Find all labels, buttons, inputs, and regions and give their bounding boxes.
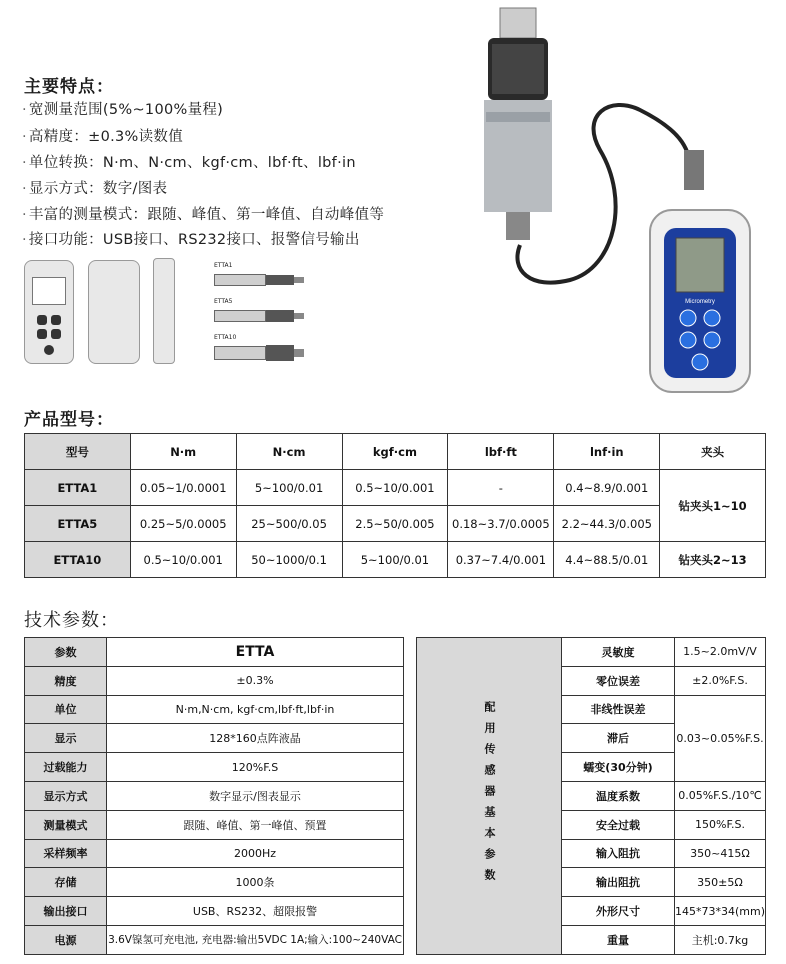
table-row: 外形尺寸 145*73*34(mm): [417, 897, 766, 926]
specs-title: 技术参数：: [24, 610, 119, 631]
table-row: ETTA5 0.25~5/0.0005 25~500/0.05 2.5~50/0.005 0.18~3.7/0.0005 2.2~44.3/0.005: [25, 506, 766, 542]
table-row: 输出接口 USB、RS232、超限报警: [25, 897, 404, 926]
sensor-table: [416, 637, 766, 955]
front-view-drawing: [24, 260, 74, 364]
feature-item: · 单位转换：N·m、N·cm、kgf·cm、lbf·ft、lbf·in: [22, 155, 356, 171]
table-row: ETTA1 0.05~1/0.0001 5~100/0.01 0.5~10/0.001 - 0.4~8.9/0.001 钻夹头1~10: [25, 470, 766, 506]
table-row: 滞后: [417, 724, 766, 753]
table-row: 非线性误差 0.03~0.05%F.S.: [417, 695, 766, 724]
etta5-drawing: ETTA5: [214, 298, 304, 326]
table-row: 显示方式 数字显示/图表显示: [25, 781, 404, 810]
table-row: 测量模式 跟随、峰值、第一峰值、预置: [25, 810, 404, 839]
chuck-jaw: [500, 8, 536, 38]
table-row: 单位 N·m,N·cm, kgf·cm,lbf·ft,lbf·in: [25, 695, 404, 724]
table-row: 输入阻抗 350~415Ω: [417, 839, 766, 868]
specs-table: [24, 637, 404, 955]
etta10-drawing: ETTA10: [214, 334, 304, 364]
table-row: 重量 主机:0.7kg: [417, 925, 766, 954]
feature-item: · 高精度：±0.3%读数值: [22, 129, 184, 145]
table-row: ETTA10 0.5~10/0.001 50~1000/0.1 5~100/0.01 0.37~7.4/0.001 4.4~88.5/0.01 钻夹头2~13: [25, 542, 766, 578]
models-title: 产品型号：: [24, 410, 114, 430]
models-table: [24, 433, 766, 578]
table-row: 采样频率 2000Hz: [25, 839, 404, 868]
feature-item: · 显示方式：数字/图表: [22, 181, 168, 197]
feature-item: · 接口功能：USB接口、RS232接口、报警信号输出: [22, 232, 360, 248]
meter-button: [680, 332, 696, 348]
meter-button: [704, 332, 720, 348]
power-button: [692, 354, 708, 370]
handheld-meter: [650, 210, 750, 392]
table-row: 电源 3.6V镍氢可充电池, 充电器:输出5VDC 1A;输入:100~240VAC: [25, 925, 404, 954]
table-row: 存储 1000条: [25, 868, 404, 897]
table-row: 输出阻抗 350±5Ω: [417, 868, 766, 897]
table-header-row: 型号 N·m N·cm kgf·cm lbf·ft lnf·in 夹头: [25, 434, 766, 470]
meter-button: [704, 310, 720, 326]
table-header-row: 参数 ETTA: [25, 638, 404, 667]
meter-button: [680, 310, 696, 326]
product-photo: [440, 0, 780, 400]
table-row: 精度 ±0.3%: [25, 666, 404, 695]
svg-text:Micrometry: Micrometry: [685, 299, 715, 305]
table-row: 蠕变(30分钟): [417, 753, 766, 782]
feature-item: · 宽测量范围(5%~100%量程): [22, 102, 224, 118]
features-title: 主要特点：: [24, 77, 114, 97]
table-row: 配用传感器基本参数 灵敏度 1.5~2.0mV/V: [417, 638, 766, 667]
feature-item: · 丰富的测量模式：跟随、峰值、第一峰值、自动峰值等: [22, 207, 385, 223]
table-row: 过载能力 120%F.S: [25, 753, 404, 782]
table-row: 温度系数 0.05%F.S./10℃: [417, 781, 766, 810]
back-view-drawing: [88, 260, 140, 364]
etta1-drawing: ETTA1: [214, 262, 304, 290]
table-row: 安全过载 150%F.S.: [417, 810, 766, 839]
lcd-screen: [676, 238, 724, 292]
table-row: 零位误差 ±2.0%F.S.: [417, 666, 766, 695]
table-row: 显示 128*160点阵液晶: [25, 724, 404, 753]
side-view-drawing: [153, 258, 175, 364]
